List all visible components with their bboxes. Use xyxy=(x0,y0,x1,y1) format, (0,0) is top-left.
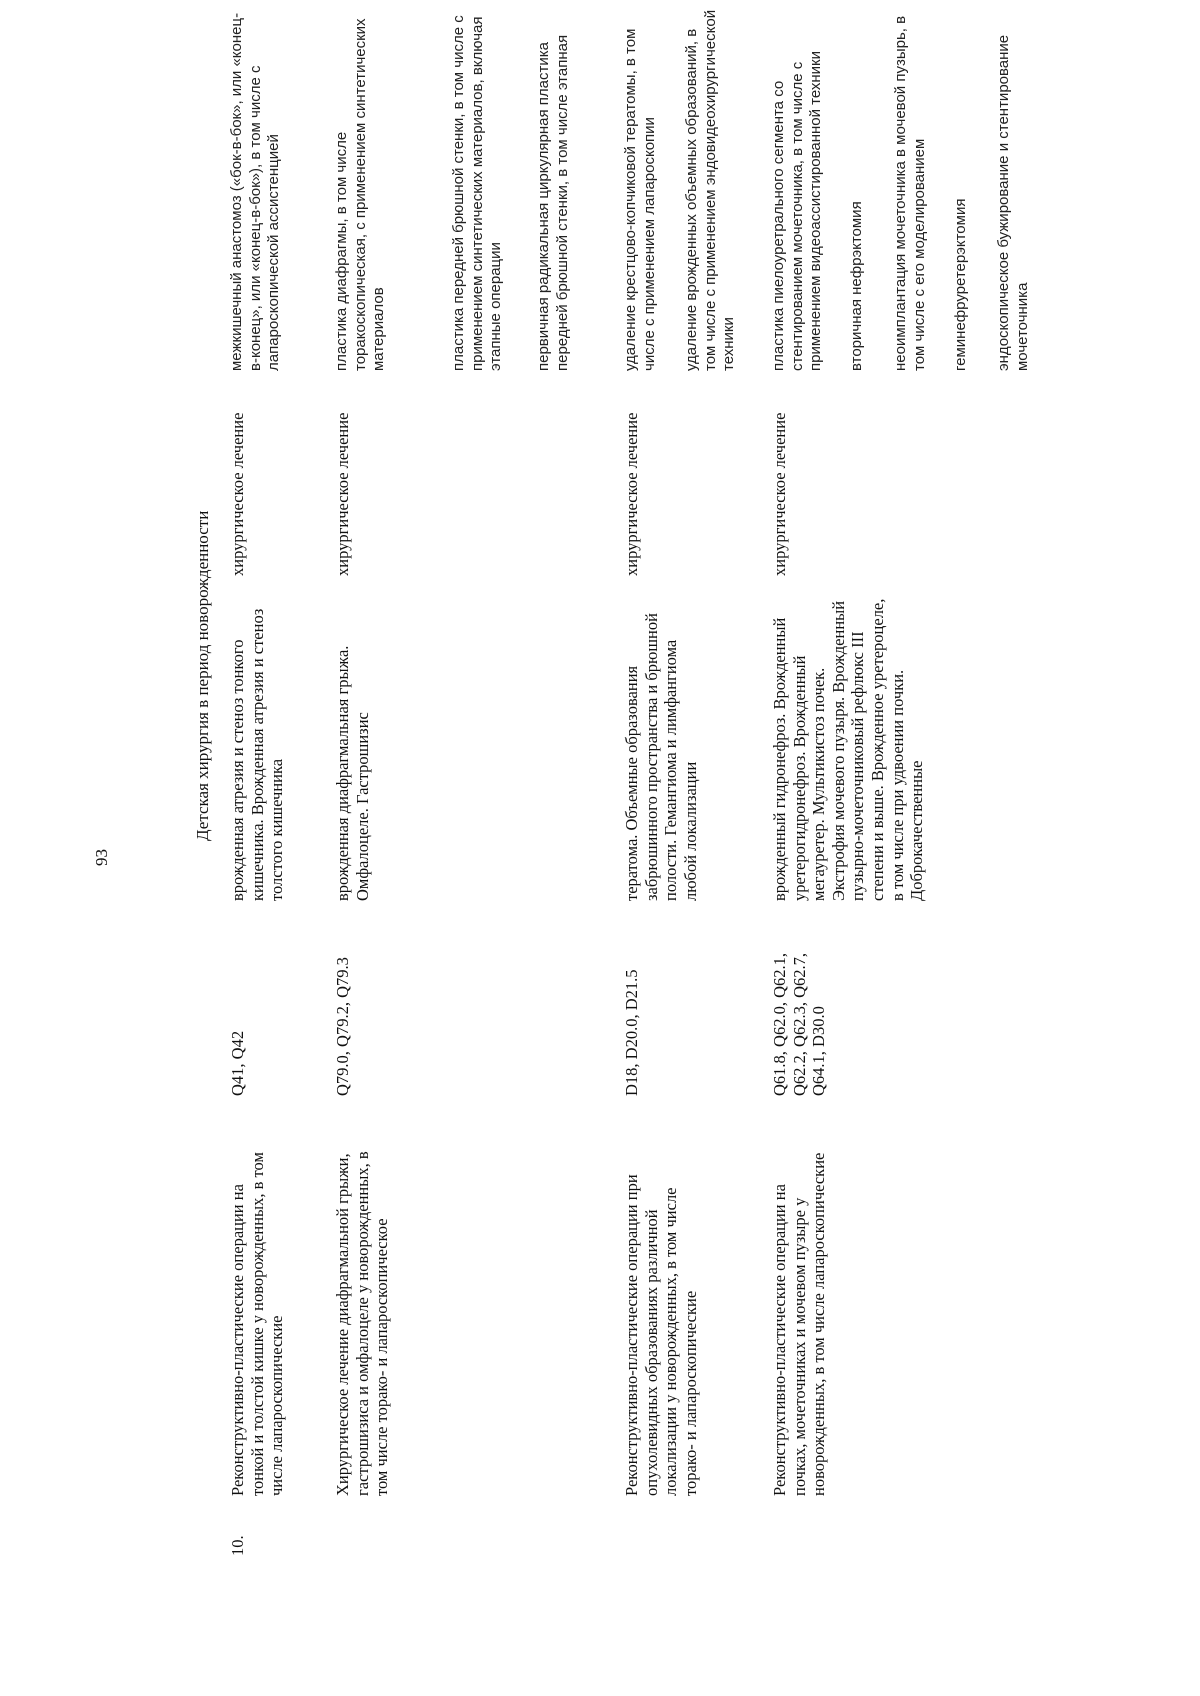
row-2-method-3: первичная радикальная циркулярная пластика передней брюшной стенки, в том числе этапная xyxy=(535,34,571,371)
row-3-codes: D18, D20.0, D21.5 xyxy=(622,969,641,1096)
row-4-model: врожденный гидронефроз. Врожденный уретерогидронефроз. Врожденный мегауретер. Мультикистоз почек. Экстрофия мочевого пузыря. Врожденный пузырно-мочеточниковый рефлюкс III степени и выше. Врожденное уретероцеле, в том числе при удвоении почки. Доброкачественные xyxy=(770,598,927,901)
row-2-treatment: хирургическое лечение xyxy=(333,412,352,576)
row-4-method-1: пластика пиелоуретрального сегмента со стентированием мочеточника, в том числе с применением видеоассистированной техники xyxy=(770,51,825,371)
row-1-codes: Q41, Q42 xyxy=(228,1030,247,1096)
group-number: 10. xyxy=(228,1535,247,1556)
row-4-method-2: вторичная нефрэктомия xyxy=(848,201,865,371)
row-2-name: Хирургическое лечение диафрагмальной грыжи, гастрошизиса и омфалоцеле у новорожденных, в том числе торако- и лапароскопическое xyxy=(333,1151,392,1496)
row-3-method-1: удаление крестцово-копчиковой тератомы, в том числе с применением лапароскопии xyxy=(622,28,658,371)
row-2-codes: Q79.0, Q79.2, Q79.3 xyxy=(333,957,352,1096)
row-3-treatment: хирургическое лечение xyxy=(622,412,641,576)
page-number: 93 xyxy=(92,849,111,866)
row-2-model: врожденная диафрагмальная грыжа. Омфалоцеле. Гастрошизис xyxy=(333,645,372,901)
row-3-model: тератома. Объемные образования забрюшинного пространства и брюшной полости. Гемангиома и лимфангиома любой локализации xyxy=(622,613,700,901)
row-1-name: Реконструктивно-пластические операции на тонкой и толстой кишке у новорожденных, в том числе лапароскопические xyxy=(228,1152,287,1496)
row-3-name: Реконструктивно-пластические операции при опухолевидных образованиях различной локализации у новорожденных, в том числе торако- и лапароскопические xyxy=(622,1174,700,1496)
row-2-method-1: пластика диафрагмы, в том числе торакоскопическая, с применением синтетических материалов xyxy=(333,18,388,371)
row-4-treatment: хирургическое лечение xyxy=(770,412,789,576)
row-4-name: Реконструктивно-пластические операции на почках, мочеточниках и мочевом пузыре у новорожденных, в том числе лапароскопические xyxy=(770,1152,829,1496)
row-4-method-3: неоимплантация мочеточника в мочевой пузырь, в том числе с его моделированием xyxy=(892,15,928,371)
row-3-method-2: удаление врожденных объемных образований, в том числе с применением эндовидеохирургической техники xyxy=(683,9,738,371)
row-2-method-2: пластика передней брюшной стенки, в том числе с применением синтетических материалов, включая этапные операции xyxy=(450,15,505,371)
row-1-model: врожденная атрезия и стеноз тонкого кишечника. Врожденная атрезия и стеноз толстого кишечника xyxy=(228,608,287,901)
row-4-method-4: геминефруретерэктомия xyxy=(952,198,969,371)
row-1-method: межкишечный анастомоз («бок-в-бок», или «конец-в-конец», или «конец-в-бок»), в том числе с лапароскопической ассистенцией xyxy=(228,12,283,371)
row-4-method-5: эндоскопическое бужирование и стентирование мочеточника xyxy=(995,34,1031,371)
row-4-codes: Q61.8, Q62.0, Q62.1, Q62.2, Q62.3, Q62.7, Q64.1, D30.0 xyxy=(770,953,829,1096)
row-1-treatment: хирургическое лечение xyxy=(228,412,247,576)
section-heading: Детская хирургия в период новорожденности xyxy=(193,510,212,841)
